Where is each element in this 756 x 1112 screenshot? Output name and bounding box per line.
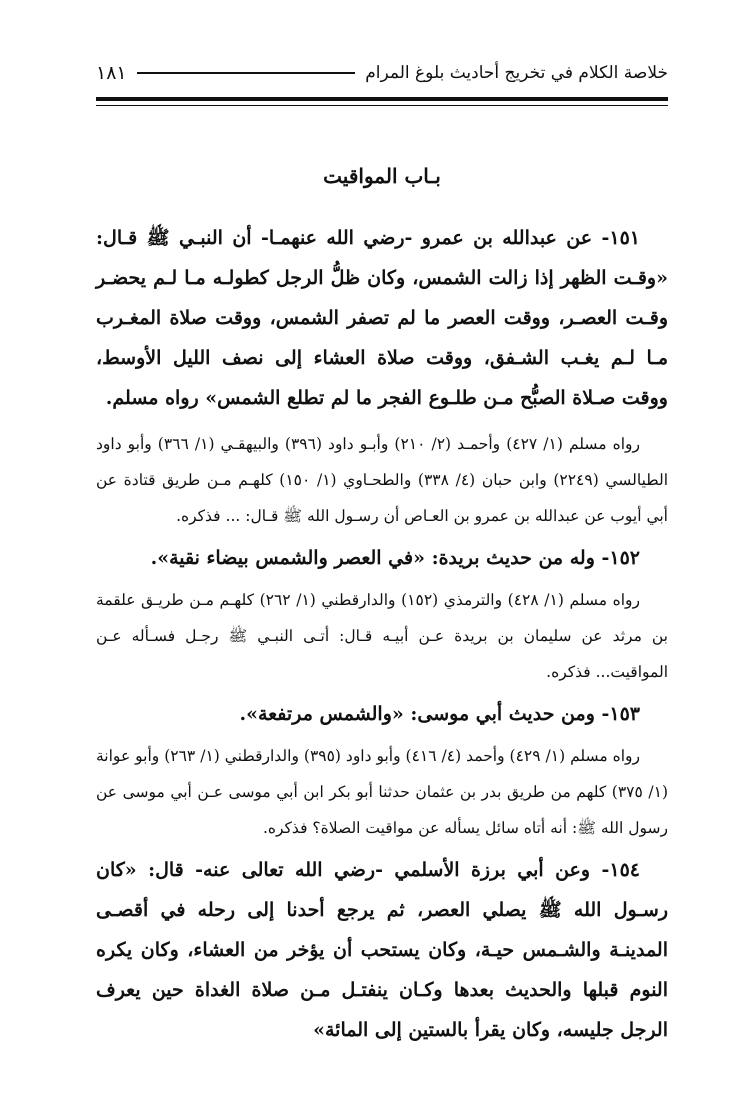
book-title: خلاصة الكلام في تخريج أحاديث بلوغ المرام — [365, 63, 668, 83]
header-line — [137, 72, 356, 74]
running-header — [96, 58, 668, 88]
header-rule-thin — [96, 105, 668, 106]
hadith-154: ١٥٤- وعن أبي برزة الأسلمي -رضي الله تعالى عنه- قال: «كان رسـول الله ﷺ يصلي العصر، ثم يرجع أحدنا إلى رحله في أقصـى المدينـة والشـمس حيـة، وكان يستحب أن يؤخر من العشاء، وكان يكره النوم قبلها والحديث بعدها وكـان ينفتـل مـن صلاة الغداة حين يعرف الرجل جليسه، وكان يقرأ بالستين إلى المائة» — [96, 859, 668, 1041]
takhrij-152: رواه مسلم (١/ ٤٢٨) والترمذي (١٥٢) والدارقطني (١/ ٢٦٢) كلهـم مـن طريـق علقمة بن مرثد عن سليمان بن بريدة عـن أبيـه قـال: أتـى النبـي ﷺ رجـل فسـأله عـن المواقيت... فذكره. — [96, 591, 668, 681]
hadith-151: ١٥١- عن عبدالله بن عمرو -رضي الله عنهمـا- أن النبـي ﷺ قـال: «وقـت الظهر إذا زالت الشمس، وكان ظلُّ الرجل كطولـه مـا لـم يحضـر وقـت العصـر، ووقت العصر ما لم تصفر الشمس، ووقت صلاة المغـرب مـا لـم يغـب الشـفق، ووقت صلاة العشاء إلى نصف الليل الأوسط، ووقت صـلاة الصبُّح مـن طلـوع الفجر ما لم تطلع الشمس» رواه مسلم. — [96, 227, 668, 409]
hadith-152: ١٥٢- وله من حديث بريدة: «في العصر والشمس بيضاء نقية». — [150, 547, 640, 569]
chapter-title: بـاب المواقيت — [323, 164, 441, 188]
page-body — [96, 164, 668, 1050]
page-number: ١٨١ — [96, 62, 127, 84]
header-rule-thick — [96, 97, 668, 101]
hadith-153: ١٥٣- ومن حديث أبي موسى: «والشمس مرتفعة». — [239, 703, 640, 725]
takhrij-153: رواه مسلم (١/ ٤٢٩) وأحمد (٤/ ٤١٦) وأبو داود (٣٩٥) والدارقطني (١/ ٢٦٣) وأبو عوانة (١/ ٣٧٥) كلهم من طريق بدر بن عثمان حدثنا أبو بكر ابن أبي موسى عـن أبي موسى عن رسول الله ﷺ: أنه أتاه سائل يسأله عن مواقيت الصلاة؟ فذكره. — [96, 747, 668, 837]
takhrij-151: رواه مسلم (١/ ٤٢٧) وأحمـد (٢/ ٢١٠) وأبـو داود (٣٩٦) والبيهقـي (١/ ٣٦٦) وأبو داود الطيالسي (٢٢٤٩) وابن حبان (٤/ ٣٣٨) والطحـاوي (١/ ١٥٠) كلهـم مـن طريق قتادة عن أبي أيوب عن عبدالله بن عمرو بن العـاص أن رسـول الله ﷺ قـال: ... فذكره. — [96, 435, 669, 525]
